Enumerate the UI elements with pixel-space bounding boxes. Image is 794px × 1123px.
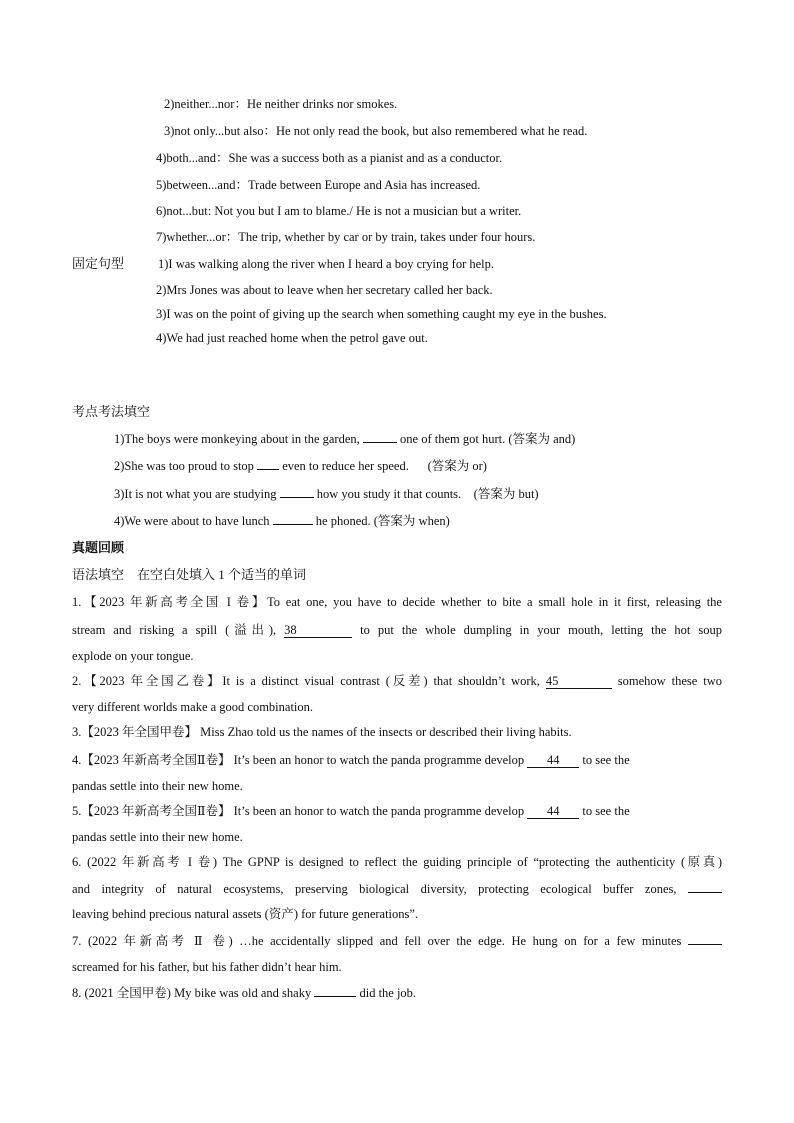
answer-blank[interactable] <box>273 524 313 525</box>
answer-blank[interactable] <box>688 892 722 893</box>
question-4-line-2: pandas settle into their new home. <box>72 779 243 793</box>
conjunction-use-2: 2)neither...nor：He neither drinks nor smokes. <box>164 97 398 111</box>
answer-blank-44[interactable]: 44 <box>527 754 579 768</box>
question-6-line-1: 6. (2022 年新高考 I 卷) The GPNP is designed to reflect the guiding principle of “protecting the authenticity (原真) <box>72 855 722 869</box>
answer-blank-45[interactable]: 45 <box>546 675 612 689</box>
question-3: 3.【2023 年全国甲卷】 Miss Zhao told us the names of the insects or described their living habits. <box>72 725 572 739</box>
question-6-line-3: leaving behind precious natural assets (资产) for future generations”. <box>72 907 419 921</box>
exam-point-1: 1)The boys were monkeying about in the garden, one of them got hurt. (答案为 and) <box>114 432 576 446</box>
question-6-line-2: and integrity of natural ecosystems, preserving biological diversity, protecting ecological buffer zones, <box>72 881 722 897</box>
answer-blank[interactable] <box>363 442 397 443</box>
answer-blank[interactable] <box>314 996 356 997</box>
exam-point-2: 2)She was too proud to stop even to reduce her speed. (答案为 or) <box>114 459 487 473</box>
conjunction-use-4: 4)both...and：She was a success both as a pianist and as a conductor. <box>156 151 503 165</box>
fixed-pattern-4: 4)We had just reached home when the petrol gave out. <box>156 331 428 345</box>
question-7-line-1: 7. (2022 年新高考 Ⅱ 卷) …he accidentally slipped and fell over the edge. He hung on for a few minutes <box>72 933 722 949</box>
question-2-line-2: very different worlds make a good combination. <box>72 700 314 714</box>
exam-point-3: 3)It is not what you are studying how you study it that counts. (答案为 but) <box>114 487 539 501</box>
answer-blank[interactable] <box>257 469 279 470</box>
answer-blank[interactable] <box>280 497 314 498</box>
exam-point-4: 4)We were about to have lunch he phoned. (答案为 when) <box>114 514 450 528</box>
question-4-line-1: 4.【2023 年新高考全国Ⅱ卷】 It’s been an honor to watch the panda programme develop 44 to see the <box>72 753 630 767</box>
question-5-line-2: pandas settle into their new home. <box>72 830 243 844</box>
answer-blank-44[interactable]: 44 <box>527 805 579 819</box>
fixed-pattern-2: 2)Mrs Jones was about to leave when her secretary called her back. <box>156 283 493 297</box>
conjunction-use-3: 3)not only...but also：He not only read the book, but also remembered what he read. <box>164 124 588 138</box>
fixed-patterns-label: 固定句型 <box>72 256 125 271</box>
fixed-pattern-3: 3)I was on the point of giving up the search when something caught my eye in the bushes. <box>156 307 607 321</box>
question-7-line-2: screamed for his father, but his father didn’t hear him. <box>72 960 342 974</box>
fixed-pattern-1: 1)I was walking along the river when I heard a boy crying for help. <box>158 257 494 271</box>
answer-blank[interactable] <box>688 944 722 945</box>
question-1-line-3: explode on your tongue. <box>72 649 194 663</box>
conjunction-use-7: 7)whether...or：The trip, whether by car or by train, takes under four hours. <box>156 230 536 244</box>
question-1-line-2: stream and risking a spill (溢出), 38 to put the whole dumpling in your mouth, letting the hot soup <box>72 623 723 637</box>
question-2-line-1: 2.【2023 年全国乙卷】It is a distinct visual contrast (反差) that shouldn’t work, 45 somehow these two <box>72 674 723 688</box>
question-5-line-1: 5.【2023 年新高考全国Ⅱ卷】 It’s been an honor to watch the panda programme develop 44 to see the <box>72 804 630 818</box>
review-heading: 真题回顾 <box>72 540 125 555</box>
conjunction-use-5: 5)between...and：Trade between Europe and Asia has increased. <box>156 178 481 192</box>
question-8: 8. (2021 全国甲卷) My bike was old and shaky did the job. <box>72 986 417 1000</box>
answer-blank-38[interactable]: 38 <box>284 624 352 638</box>
question-1-line-1: 1.【2023 年新高考全国 I 卷】To eat one, you have to decide whether to bite a small hole in it first, releasing the <box>72 595 722 609</box>
review-instruction: 语法填空 在空白处填入 1 个适当的单词 <box>72 567 307 582</box>
exam-points-heading: 考点考法填空 <box>72 404 151 419</box>
conjunction-use-6: 6)not...but: Not you but I am to blame./ He is not a musician but a writer. <box>156 204 522 218</box>
